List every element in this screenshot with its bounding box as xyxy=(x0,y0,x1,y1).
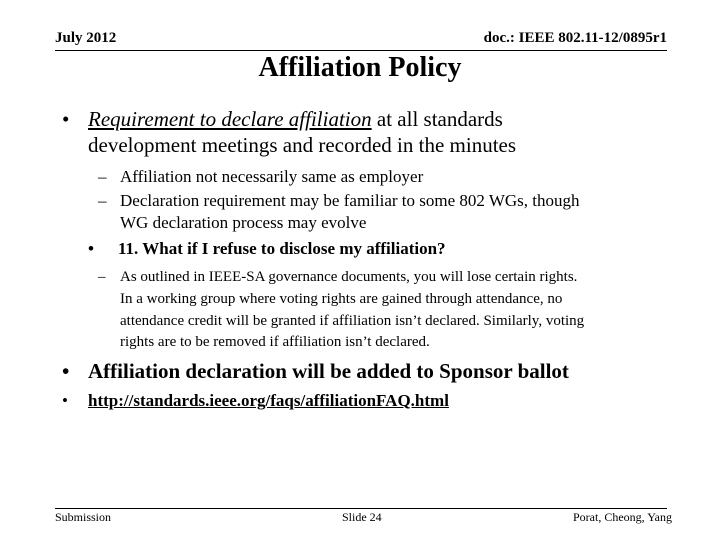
slide-title: Affiliation Policy xyxy=(258,52,462,83)
sub-bullet-3-line-1: As outlined in IEEE-SA governance documents, you will lose certain rights. xyxy=(120,269,578,285)
bullet-marker: • xyxy=(62,359,70,383)
bullet-1-line-2: development meetings and recorded in the minutes xyxy=(88,133,517,157)
affiliation-faq-link[interactable]: http://standards.ieee.org/faqs/affiliationFAQ.html xyxy=(88,391,449,410)
bullet-marker: • xyxy=(88,239,94,258)
footer-rule xyxy=(55,508,667,509)
bullet-3: Affiliation declaration will be added to Sponsor ballot xyxy=(88,359,569,383)
bullet-1-line-1 xyxy=(88,107,503,132)
header-rule xyxy=(55,50,667,51)
footer-slide-number: Slide 24 xyxy=(342,510,382,524)
sub-bullet-1: Affiliation not necessarily same as employer xyxy=(120,167,424,186)
sub-bullet-dash: – xyxy=(98,269,106,285)
sub-bullet-2-line-2: WG declaration process may evolve xyxy=(120,213,367,232)
footer-submission: Submission xyxy=(55,510,112,524)
bullet-1-emphasis: Requirement to declare affiliation xyxy=(88,107,372,131)
header-date: July 2012 xyxy=(55,30,117,46)
sub-bullet-3-line-3: attendance credit will be granted if affiliation isn’t declared. Similarly, voting xyxy=(120,313,585,329)
sub-bullet-3-line-2: In a working group where voting rights are gained through attendance, no xyxy=(120,291,563,307)
header-doc-id: doc.: IEEE 802.11-12/0895r1 xyxy=(483,30,667,46)
bullet-1-rest: at all standards xyxy=(371,107,503,131)
bullet-2: 11. What if I refuse to disclose my affiliation? xyxy=(118,239,446,258)
footer-authors: Porat, Cheong, Yang xyxy=(572,510,672,524)
sub-bullet-dash: – xyxy=(98,191,107,210)
sub-bullet-3-line-4: rights are to be removed if affiliation isn’t declared. xyxy=(120,334,430,350)
bullet-marker: • xyxy=(62,107,70,131)
sub-bullet-dash: – xyxy=(98,167,107,186)
bullet-marker: • xyxy=(62,391,68,410)
sub-bullet-2-line-1: Declaration requirement may be familiar to some 802 WGs, though xyxy=(120,191,580,210)
